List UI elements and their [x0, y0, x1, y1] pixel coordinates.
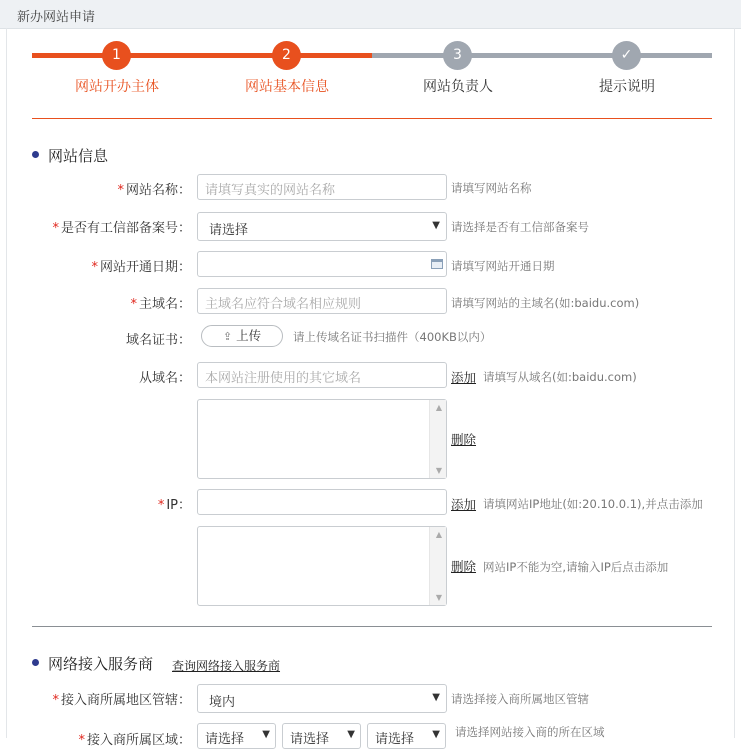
ip-delete-link[interactable]: 删除	[451, 559, 477, 574]
ip-list[interactable]	[197, 526, 447, 606]
step-4-label: 提示说明	[599, 79, 655, 95]
step-1-label: 网站开办主体	[75, 79, 159, 95]
site-name-label: * 网站名称：	[117, 183, 191, 198]
icp-hint: 请选择是否有工信部备案号	[451, 220, 589, 234]
section-site-info-title: 网站信息	[32, 145, 108, 166]
area-label: * 接入商所属区域：	[78, 733, 191, 748]
open-date-hint: 请填写网站开通日期	[451, 259, 555, 273]
step-bar-pending	[372, 53, 712, 58]
sub-domain-label: 从域名：	[138, 371, 191, 386]
ip-hint: 请填网站IP地址(如:20.10.0.1),并点击添加	[483, 497, 703, 511]
frame-border-right	[734, 28, 735, 738]
calendar-icon[interactable]	[431, 259, 443, 269]
step-2-label: 网站基本信息	[245, 79, 329, 95]
scroll-up-icon[interactable]: ▲	[435, 403, 442, 412]
bullet-icon	[32, 151, 39, 158]
sub-domain-list[interactable]	[197, 399, 447, 479]
step-4-check-icon: ✓	[612, 41, 641, 70]
scroll-down-icon[interactable]: ▼	[435, 593, 442, 602]
bullet-icon	[32, 659, 39, 666]
sub-domain-hint: 请填写从域名(如:baidu.com)	[483, 370, 637, 384]
area-city-select[interactable]: 请选择 ▼	[282, 723, 361, 749]
ip-add-link[interactable]: 添加	[451, 497, 477, 512]
area-hint: 请选择网站接入商的所在区域	[455, 725, 605, 739]
query-provider-link[interactable]: 查询网络接入服务商	[172, 659, 281, 673]
ip-list-hint: 网站IP不能为空,请输入IP后点击添加	[483, 560, 669, 574]
step-bar-done	[32, 53, 372, 58]
site-name-input[interactable]: 请填写真实的网站名称	[197, 174, 447, 200]
ip-input[interactable]	[197, 489, 447, 515]
chevron-down-icon: ▼	[432, 692, 440, 703]
step-1-circle: 1	[102, 41, 131, 70]
area-province-select[interactable]: 请选择 ▼	[197, 723, 276, 749]
cert-label: 域名证书：	[125, 333, 191, 348]
upload-button[interactable]: ⇪ 上传	[201, 325, 283, 347]
region-select[interactable]: 境内 ▼	[197, 684, 447, 713]
page-header	[0, 0, 741, 29]
icp-label: * 是否有工信部备案号：	[52, 221, 191, 236]
open-date-label: * 网站开通日期：	[91, 260, 191, 275]
icp-select[interactable]: 请选择 ▼	[197, 212, 447, 241]
region-label: * 接入商所属地区管辖：	[52, 693, 191, 708]
sub-domain-delete-link[interactable]: 删除	[451, 432, 477, 447]
domain-label: * 主域名：	[130, 297, 191, 312]
chevron-down-icon: ▼	[262, 729, 270, 740]
domain-hint: 请填写网站的主域名(如:baidu.com)	[451, 296, 640, 310]
stepper-divider	[32, 118, 712, 119]
step-3-label: 网站负责人	[423, 79, 493, 95]
sub-domain-add-link[interactable]: 添加	[451, 370, 477, 385]
sub-domain-input[interactable]: 本网站注册使用的其它域名	[197, 362, 447, 388]
page-title: 新办网站申请	[17, 10, 96, 25]
chevron-down-icon: ▼	[432, 729, 440, 740]
ip-label: * IP：	[157, 498, 191, 513]
frame-border-left	[6, 28, 7, 738]
domain-input[interactable]: 主域名应符合域名相应规则	[197, 288, 447, 314]
region-hint: 请选择接入商所属地区管辖	[451, 692, 589, 706]
section-divider	[32, 626, 712, 627]
site-name-hint: 请填写网站名称	[451, 181, 532, 195]
scroll-up-icon[interactable]: ▲	[435, 530, 442, 539]
section-provider-title: 网络接入服务商	[32, 653, 153, 674]
upload-icon: ⇪	[222, 330, 233, 343]
chevron-down-icon: ▼	[432, 220, 440, 231]
step-3-circle: 3	[443, 41, 472, 70]
cert-hint: 请上传域名证书扫描件（400KB以内）	[293, 330, 492, 344]
step-2-circle: 2	[272, 41, 301, 70]
area-district-select[interactable]: 请选择 ▼	[367, 723, 446, 749]
open-date-input[interactable]	[197, 251, 447, 277]
scroll-down-icon[interactable]: ▼	[435, 466, 442, 475]
chevron-down-icon: ▼	[347, 729, 355, 740]
